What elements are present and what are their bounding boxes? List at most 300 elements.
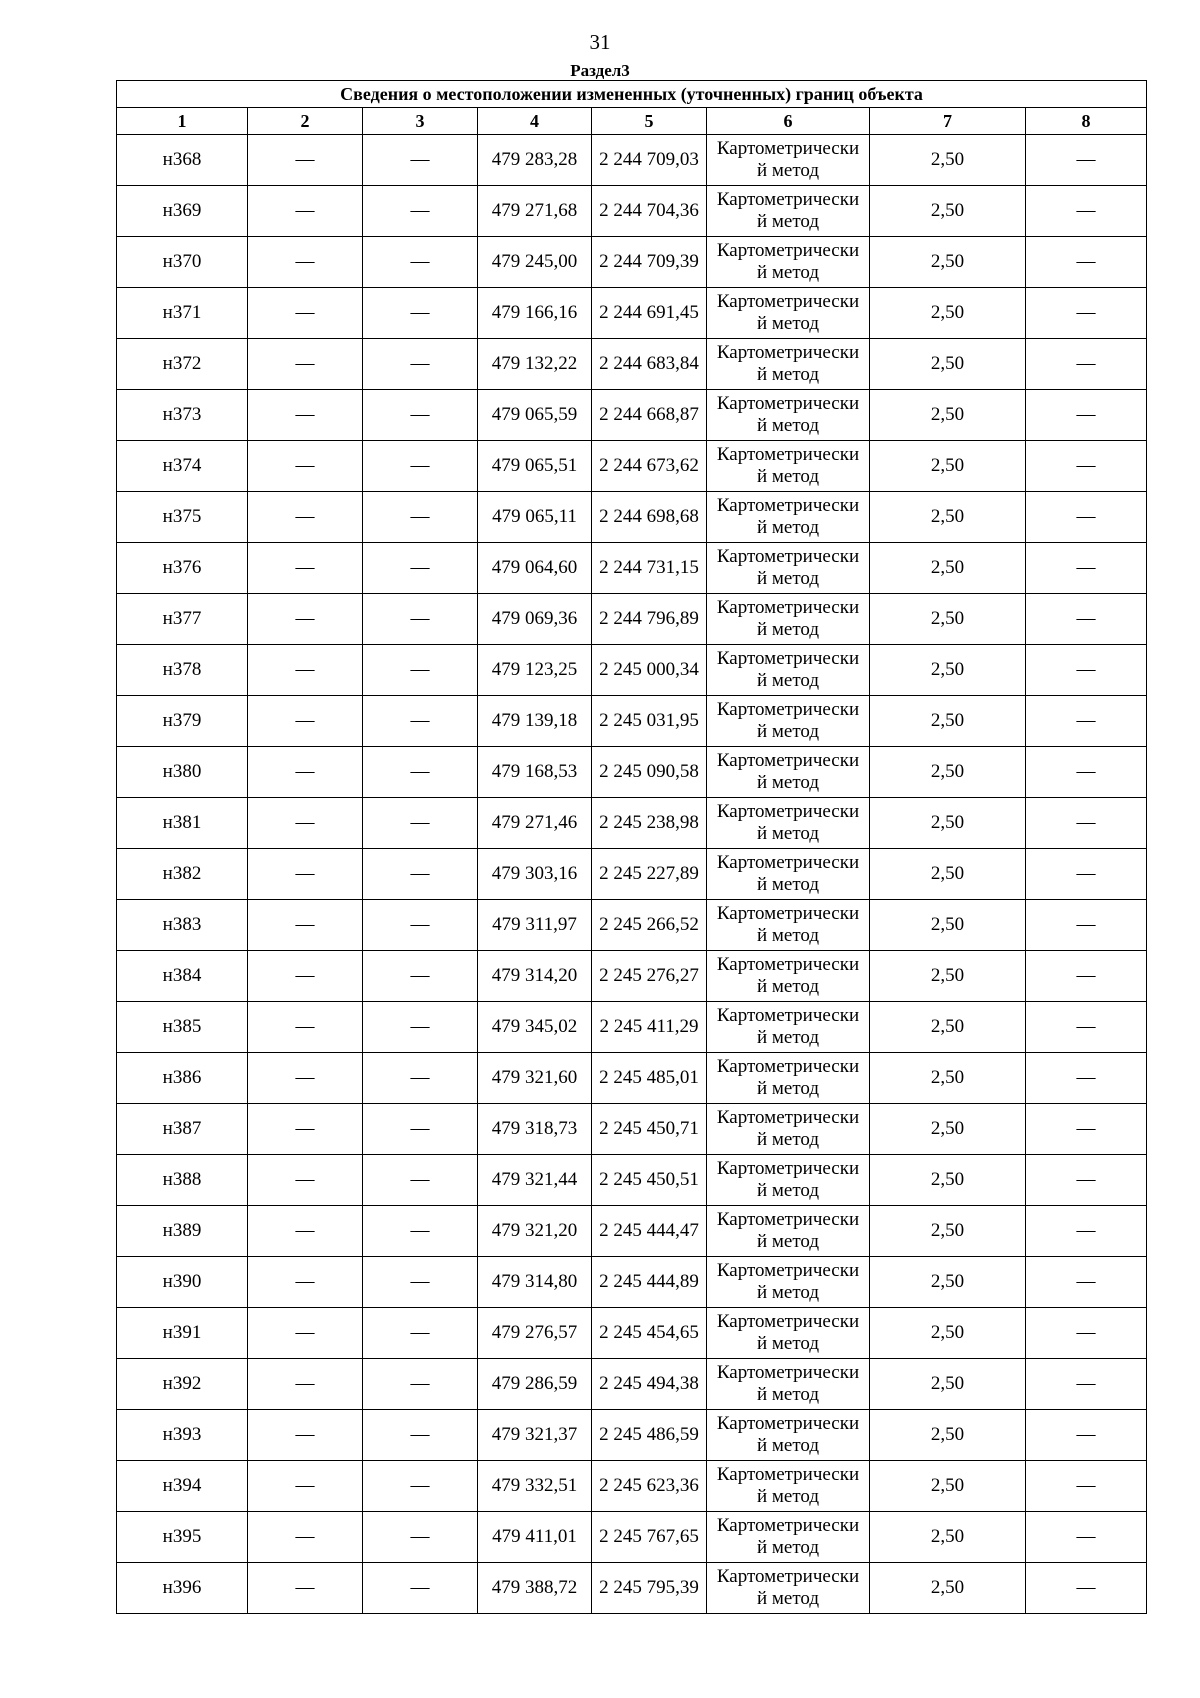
column-2-cell: — xyxy=(248,186,363,237)
table-row xyxy=(117,1155,1147,1206)
column-3-cell: — xyxy=(363,288,478,339)
column-3-cell: — xyxy=(363,594,478,645)
point-name-cell: н381 xyxy=(117,798,248,849)
column-2-cell: — xyxy=(248,1257,363,1308)
method-text-line1: Картометрически xyxy=(716,1311,860,1332)
column-3-cell: — xyxy=(363,1563,478,1614)
point-name-cell: н387 xyxy=(117,1104,248,1155)
method-text-line1: Картометрически xyxy=(716,750,860,771)
x-coordinate-cell: 479 166,16 xyxy=(478,288,592,339)
column-3-cell: — xyxy=(363,1206,478,1257)
table-caption-row xyxy=(117,81,1147,108)
x-coordinate-cell: 479 271,46 xyxy=(478,798,592,849)
point-name-cell: н388 xyxy=(117,1155,248,1206)
method-text-line1: Картометрически xyxy=(716,1056,860,1077)
method-text-line2: й метод xyxy=(756,619,820,640)
x-coordinate-cell: 479 332,51 xyxy=(478,1461,592,1512)
column-2-cell: — xyxy=(248,849,363,900)
x-coordinate-cell: 479 321,44 xyxy=(478,1155,592,1206)
y-coordinate-cell: 2 245 485,01 xyxy=(592,1053,707,1104)
column-8-cell: — xyxy=(1026,135,1147,186)
column-8-cell: — xyxy=(1026,492,1147,543)
accuracy-cell: 2,50 xyxy=(870,1512,1026,1563)
column-2-cell: — xyxy=(248,1155,363,1206)
x-coordinate-cell: 479 321,20 xyxy=(478,1206,592,1257)
method-text-line1: Картометрически xyxy=(716,546,860,567)
table-row xyxy=(117,1359,1147,1410)
y-coordinate-cell: 2 245 266,52 xyxy=(592,900,707,951)
accuracy-cell: 2,50 xyxy=(870,696,1026,747)
accuracy-cell: 2,50 xyxy=(870,492,1026,543)
column-2-cell: — xyxy=(248,135,363,186)
column-8-cell: — xyxy=(1026,390,1147,441)
column-3-cell: — xyxy=(363,951,478,1002)
x-coordinate-cell: 479 065,51 xyxy=(478,441,592,492)
table-row xyxy=(117,1461,1147,1512)
method-text-line2: й метод xyxy=(756,466,820,487)
table-row xyxy=(117,237,1147,288)
column-3-cell: — xyxy=(363,747,478,798)
method-text-line1: Картометрически xyxy=(716,342,860,363)
x-coordinate-cell: 479 388,72 xyxy=(478,1563,592,1614)
y-coordinate-cell: 2 244 731,15 xyxy=(592,543,707,594)
point-name-cell: н373 xyxy=(117,390,248,441)
column-3-cell: — xyxy=(363,645,478,696)
column-8-cell: — xyxy=(1026,339,1147,390)
column-3-cell: — xyxy=(363,1410,478,1461)
x-coordinate-cell: 479 314,20 xyxy=(478,951,592,1002)
accuracy-cell: 2,50 xyxy=(870,1359,1026,1410)
accuracy-cell: 2,50 xyxy=(870,849,1026,900)
method-text-line1: Картометрически xyxy=(716,1158,860,1179)
y-coordinate-cell: 2 245 450,71 xyxy=(592,1104,707,1155)
table-row xyxy=(117,900,1147,951)
column-8-cell: — xyxy=(1026,543,1147,594)
accuracy-cell: 2,50 xyxy=(870,1206,1026,1257)
column-3-cell: — xyxy=(363,1002,478,1053)
point-name-cell: н374 xyxy=(117,441,248,492)
method-cell xyxy=(707,696,870,747)
method-text-line2: й метод xyxy=(756,1180,820,1201)
y-coordinate-cell: 2 245 623,36 xyxy=(592,1461,707,1512)
method-cell xyxy=(707,390,870,441)
method-text-line2: й метод xyxy=(756,1231,820,1252)
column-2-cell: — xyxy=(248,747,363,798)
method-text-line2: й метод xyxy=(756,211,820,232)
accuracy-cell: 2,50 xyxy=(870,1257,1026,1308)
accuracy-cell: 2,50 xyxy=(870,135,1026,186)
method-text-line2: й метод xyxy=(756,517,820,538)
y-coordinate-cell: 2 244 668,87 xyxy=(592,390,707,441)
accuracy-cell: 2,50 xyxy=(870,441,1026,492)
table-row xyxy=(117,1002,1147,1053)
point-name-cell: н372 xyxy=(117,339,248,390)
table-row xyxy=(117,339,1147,390)
method-cell xyxy=(707,135,870,186)
column-3-cell: — xyxy=(363,798,478,849)
method-cell xyxy=(707,1563,870,1614)
point-name-cell: н375 xyxy=(117,492,248,543)
x-coordinate-cell: 479 283,28 xyxy=(478,135,592,186)
method-text-line1: Картометрически xyxy=(716,1209,860,1230)
column-8-cell: — xyxy=(1026,1563,1147,1614)
point-name-cell: н385 xyxy=(117,1002,248,1053)
method-text-line2: й метод xyxy=(756,1486,820,1507)
column-2-cell: — xyxy=(248,1053,363,1104)
column-8-cell: — xyxy=(1026,594,1147,645)
method-cell xyxy=(707,1206,870,1257)
column-8-cell: — xyxy=(1026,1206,1147,1257)
method-text-line2: й метод xyxy=(756,568,820,589)
column-8-cell: — xyxy=(1026,288,1147,339)
method-cell xyxy=(707,900,870,951)
method-text-line2: й метод xyxy=(756,976,820,997)
method-text-line2: й метод xyxy=(756,415,820,436)
column-3-cell: — xyxy=(363,900,478,951)
accuracy-cell: 2,50 xyxy=(870,951,1026,1002)
column-2-cell: — xyxy=(248,696,363,747)
method-cell xyxy=(707,339,870,390)
column-header: 3 xyxy=(363,108,478,135)
column-8-cell: — xyxy=(1026,645,1147,696)
table-row xyxy=(117,1410,1147,1461)
y-coordinate-cell: 2 245 494,38 xyxy=(592,1359,707,1410)
column-2-cell: — xyxy=(248,543,363,594)
column-8-cell: — xyxy=(1026,1257,1147,1308)
column-3-cell: — xyxy=(363,1104,478,1155)
column-2-cell: — xyxy=(248,645,363,696)
column-header: 7 xyxy=(870,108,1026,135)
point-name-cell: н370 xyxy=(117,237,248,288)
method-text-line2: й метод xyxy=(756,364,820,385)
method-text-line2: й метод xyxy=(756,925,820,946)
column-8-cell: — xyxy=(1026,1104,1147,1155)
y-coordinate-cell: 2 245 090,58 xyxy=(592,747,707,798)
x-coordinate-cell: 479 132,22 xyxy=(478,339,592,390)
column-header: 1 xyxy=(117,108,248,135)
method-cell xyxy=(707,645,870,696)
column-3-cell: — xyxy=(363,696,478,747)
accuracy-cell: 2,50 xyxy=(870,900,1026,951)
method-text-line1: Картометрически xyxy=(716,1515,860,1536)
method-cell xyxy=(707,1053,870,1104)
point-name-cell: н369 xyxy=(117,186,248,237)
table-row xyxy=(117,951,1147,1002)
column-8-cell: — xyxy=(1026,849,1147,900)
y-coordinate-cell: 2 245 227,89 xyxy=(592,849,707,900)
y-coordinate-cell: 2 245 411,29 xyxy=(592,1002,707,1053)
accuracy-cell: 2,50 xyxy=(870,543,1026,594)
method-cell xyxy=(707,1410,870,1461)
method-text-line2: й метод xyxy=(756,721,820,742)
method-cell xyxy=(707,1512,870,1563)
column-8-cell: — xyxy=(1026,1359,1147,1410)
y-coordinate-cell: 2 245 031,95 xyxy=(592,696,707,747)
y-coordinate-cell: 2 245 795,39 xyxy=(592,1563,707,1614)
column-8-cell: — xyxy=(1026,186,1147,237)
accuracy-cell: 2,50 xyxy=(870,1104,1026,1155)
method-text-line2: й метод xyxy=(756,313,820,334)
table-row xyxy=(117,594,1147,645)
method-text-line1: Картометрически xyxy=(716,1566,860,1587)
y-coordinate-cell: 2 245 454,65 xyxy=(592,1308,707,1359)
table-row xyxy=(117,696,1147,747)
accuracy-cell: 2,50 xyxy=(870,798,1026,849)
column-3-cell: — xyxy=(363,1512,478,1563)
column-8-cell: — xyxy=(1026,1308,1147,1359)
accuracy-cell: 2,50 xyxy=(870,237,1026,288)
point-name-cell: н393 xyxy=(117,1410,248,1461)
point-name-cell: н382 xyxy=(117,849,248,900)
method-text-line2: й метод xyxy=(756,1384,820,1405)
table-row xyxy=(117,288,1147,339)
method-text-line1: Картометрически xyxy=(716,495,860,516)
column-header: 4 xyxy=(478,108,592,135)
method-text-line1: Картометрически xyxy=(716,597,860,618)
column-3-cell: — xyxy=(363,186,478,237)
point-name-cell: н394 xyxy=(117,1461,248,1512)
method-text-line2: й метод xyxy=(756,1435,820,1456)
x-coordinate-cell: 479 311,97 xyxy=(478,900,592,951)
method-text-line1: Картометрически xyxy=(716,699,860,720)
method-text-line1: Картометрически xyxy=(716,1413,860,1434)
column-3-cell: — xyxy=(363,1359,478,1410)
column-2-cell: — xyxy=(248,1563,363,1614)
method-text-line1: Картометрически xyxy=(716,852,860,873)
accuracy-cell: 2,50 xyxy=(870,645,1026,696)
method-cell xyxy=(707,441,870,492)
method-cell xyxy=(707,543,870,594)
column-3-cell: — xyxy=(363,135,478,186)
column-3-cell: — xyxy=(363,339,478,390)
x-coordinate-cell: 479 065,59 xyxy=(478,390,592,441)
table-row xyxy=(117,186,1147,237)
y-coordinate-cell: 2 245 276,27 xyxy=(592,951,707,1002)
method-text-line2: й метод xyxy=(756,823,820,844)
method-text-line1: Картометрически xyxy=(716,291,860,312)
column-2-cell: — xyxy=(248,1002,363,1053)
method-cell xyxy=(707,849,870,900)
column-2-cell: — xyxy=(248,1512,363,1563)
y-coordinate-cell: 2 244 709,39 xyxy=(592,237,707,288)
point-name-cell: н376 xyxy=(117,543,248,594)
column-2-cell: — xyxy=(248,951,363,1002)
column-8-cell: — xyxy=(1026,1002,1147,1053)
accuracy-cell: 2,50 xyxy=(870,390,1026,441)
x-coordinate-cell: 479 286,59 xyxy=(478,1359,592,1410)
column-3-cell: — xyxy=(363,441,478,492)
x-coordinate-cell: 479 318,73 xyxy=(478,1104,592,1155)
accuracy-cell: 2,50 xyxy=(870,1002,1026,1053)
column-2-cell: — xyxy=(248,900,363,951)
method-text-line1: Картометрически xyxy=(716,903,860,924)
accuracy-cell: 2,50 xyxy=(870,1308,1026,1359)
method-text-line2: й метод xyxy=(756,874,820,895)
y-coordinate-cell: 2 245 444,89 xyxy=(592,1257,707,1308)
table-row xyxy=(117,543,1147,594)
method-cell xyxy=(707,1308,870,1359)
table-row xyxy=(117,747,1147,798)
column-8-cell: — xyxy=(1026,441,1147,492)
method-text-line1: Картометрически xyxy=(716,393,860,414)
y-coordinate-cell: 2 244 691,45 xyxy=(592,288,707,339)
method-cell xyxy=(707,798,870,849)
y-coordinate-cell: 2 245 450,51 xyxy=(592,1155,707,1206)
table-row xyxy=(117,441,1147,492)
table-row xyxy=(117,1206,1147,1257)
point-name-cell: н386 xyxy=(117,1053,248,1104)
column-header: 8 xyxy=(1026,108,1147,135)
x-coordinate-cell: 479 314,80 xyxy=(478,1257,592,1308)
x-coordinate-cell: 479 168,53 xyxy=(478,747,592,798)
point-name-cell: н384 xyxy=(117,951,248,1002)
x-coordinate-cell: 479 064,60 xyxy=(478,543,592,594)
page-number: 31 xyxy=(589,30,611,54)
column-8-cell: — xyxy=(1026,798,1147,849)
accuracy-cell: 2,50 xyxy=(870,747,1026,798)
column-2-cell: — xyxy=(248,1461,363,1512)
method-cell xyxy=(707,1359,870,1410)
y-coordinate-cell: 2 244 796,89 xyxy=(592,594,707,645)
table-row xyxy=(117,492,1147,543)
column-2-cell: — xyxy=(248,441,363,492)
table-row xyxy=(117,645,1147,696)
accuracy-cell: 2,50 xyxy=(870,1410,1026,1461)
point-name-cell: н392 xyxy=(117,1359,248,1410)
point-name-cell: н390 xyxy=(117,1257,248,1308)
accuracy-cell: 2,50 xyxy=(870,288,1026,339)
x-coordinate-cell: 479 345,02 xyxy=(478,1002,592,1053)
point-name-cell: н380 xyxy=(117,747,248,798)
table-row xyxy=(117,798,1147,849)
column-2-cell: — xyxy=(248,1308,363,1359)
method-cell xyxy=(707,186,870,237)
x-coordinate-cell: 479 271,68 xyxy=(478,186,592,237)
y-coordinate-cell: 2 245 444,47 xyxy=(592,1206,707,1257)
point-name-cell: н389 xyxy=(117,1206,248,1257)
method-cell xyxy=(707,237,870,288)
method-cell xyxy=(707,1002,870,1053)
y-coordinate-cell: 2 244 673,62 xyxy=(592,441,707,492)
method-text-line1: Картометрически xyxy=(716,801,860,822)
column-8-cell: — xyxy=(1026,696,1147,747)
method-text-line2: й метод xyxy=(756,1078,820,1099)
x-coordinate-cell: 479 321,37 xyxy=(478,1410,592,1461)
column-2-cell: — xyxy=(248,492,363,543)
section-title: Раздел3 xyxy=(570,61,630,80)
x-coordinate-cell: 479 411,01 xyxy=(478,1512,592,1563)
point-name-cell: н383 xyxy=(117,900,248,951)
method-text-line1: Картометрически xyxy=(716,1362,860,1383)
y-coordinate-cell: 2 244 683,84 xyxy=(592,339,707,390)
method-text-line2: й метод xyxy=(756,1588,820,1609)
point-name-cell: н378 xyxy=(117,645,248,696)
column-3-cell: — xyxy=(363,1308,478,1359)
column-8-cell: — xyxy=(1026,1461,1147,1512)
method-cell xyxy=(707,1257,870,1308)
method-text-line2: й метод xyxy=(756,1333,820,1354)
method-text-line1: Картометрически xyxy=(716,189,860,210)
column-8-cell: — xyxy=(1026,1053,1147,1104)
x-coordinate-cell: 479 065,11 xyxy=(478,492,592,543)
table-row xyxy=(117,1512,1147,1563)
column-3-cell: — xyxy=(363,492,478,543)
column-3-cell: — xyxy=(363,1053,478,1104)
column-header: 6 xyxy=(707,108,870,135)
method-text-line1: Картометрически xyxy=(716,954,860,975)
column-3-cell: — xyxy=(363,390,478,441)
method-text-line1: Картометрически xyxy=(716,444,860,465)
column-8-cell: — xyxy=(1026,1155,1147,1206)
method-cell xyxy=(707,492,870,543)
method-text-line1: Картометрически xyxy=(716,1005,860,1026)
method-text-line2: й метод xyxy=(756,262,820,283)
table-row xyxy=(117,1257,1147,1308)
table-row xyxy=(117,1104,1147,1155)
method-text-line2: й метод xyxy=(756,1282,820,1303)
point-name-cell: н377 xyxy=(117,594,248,645)
column-8-cell: — xyxy=(1026,747,1147,798)
method-text-line2: й метод xyxy=(756,670,820,691)
method-cell xyxy=(707,594,870,645)
table-row xyxy=(117,1563,1147,1614)
column-8-cell: — xyxy=(1026,951,1147,1002)
table-row xyxy=(117,1053,1147,1104)
column-3-cell: — xyxy=(363,1461,478,1512)
method-text-line1: Картометрически xyxy=(716,240,860,261)
point-name-cell: н395 xyxy=(117,1512,248,1563)
column-3-cell: — xyxy=(363,543,478,594)
y-coordinate-cell: 2 245 000,34 xyxy=(592,645,707,696)
y-coordinate-cell: 2 244 709,03 xyxy=(592,135,707,186)
column-2-cell: — xyxy=(248,798,363,849)
accuracy-cell: 2,50 xyxy=(870,186,1026,237)
accuracy-cell: 2,50 xyxy=(870,1461,1026,1512)
y-coordinate-cell: 2 245 486,59 xyxy=(592,1410,707,1461)
column-header: 5 xyxy=(592,108,707,135)
point-name-cell: н379 xyxy=(117,696,248,747)
column-header: 2 xyxy=(248,108,363,135)
method-text-line1: Картометрически xyxy=(716,1260,860,1281)
column-3-cell: — xyxy=(363,1257,478,1308)
method-cell xyxy=(707,1461,870,1512)
method-cell xyxy=(707,951,870,1002)
x-coordinate-cell: 479 303,16 xyxy=(478,849,592,900)
method-text-line2: й метод xyxy=(756,772,820,793)
column-8-cell: — xyxy=(1026,900,1147,951)
table-row xyxy=(117,135,1147,186)
y-coordinate-cell: 2 245 238,98 xyxy=(592,798,707,849)
column-8-cell: — xyxy=(1026,1512,1147,1563)
column-2-cell: — xyxy=(248,594,363,645)
column-8-cell: — xyxy=(1026,237,1147,288)
point-name-cell: н396 xyxy=(117,1563,248,1614)
method-text-line2: й метод xyxy=(756,1537,820,1558)
x-coordinate-cell: 479 321,60 xyxy=(478,1053,592,1104)
column-3-cell: — xyxy=(363,237,478,288)
method-text-line1: Картометрически xyxy=(716,138,860,159)
accuracy-cell: 2,50 xyxy=(870,594,1026,645)
column-3-cell: — xyxy=(363,849,478,900)
x-coordinate-cell: 479 276,57 xyxy=(478,1308,592,1359)
x-coordinate-cell: 479 069,36 xyxy=(478,594,592,645)
method-text-line2: й метод xyxy=(756,160,820,181)
table-header-row xyxy=(117,108,1147,135)
method-text-line1: Картометрически xyxy=(716,1464,860,1485)
accuracy-cell: 2,50 xyxy=(870,339,1026,390)
point-name-cell: н371 xyxy=(117,288,248,339)
point-name-cell: н368 xyxy=(117,135,248,186)
